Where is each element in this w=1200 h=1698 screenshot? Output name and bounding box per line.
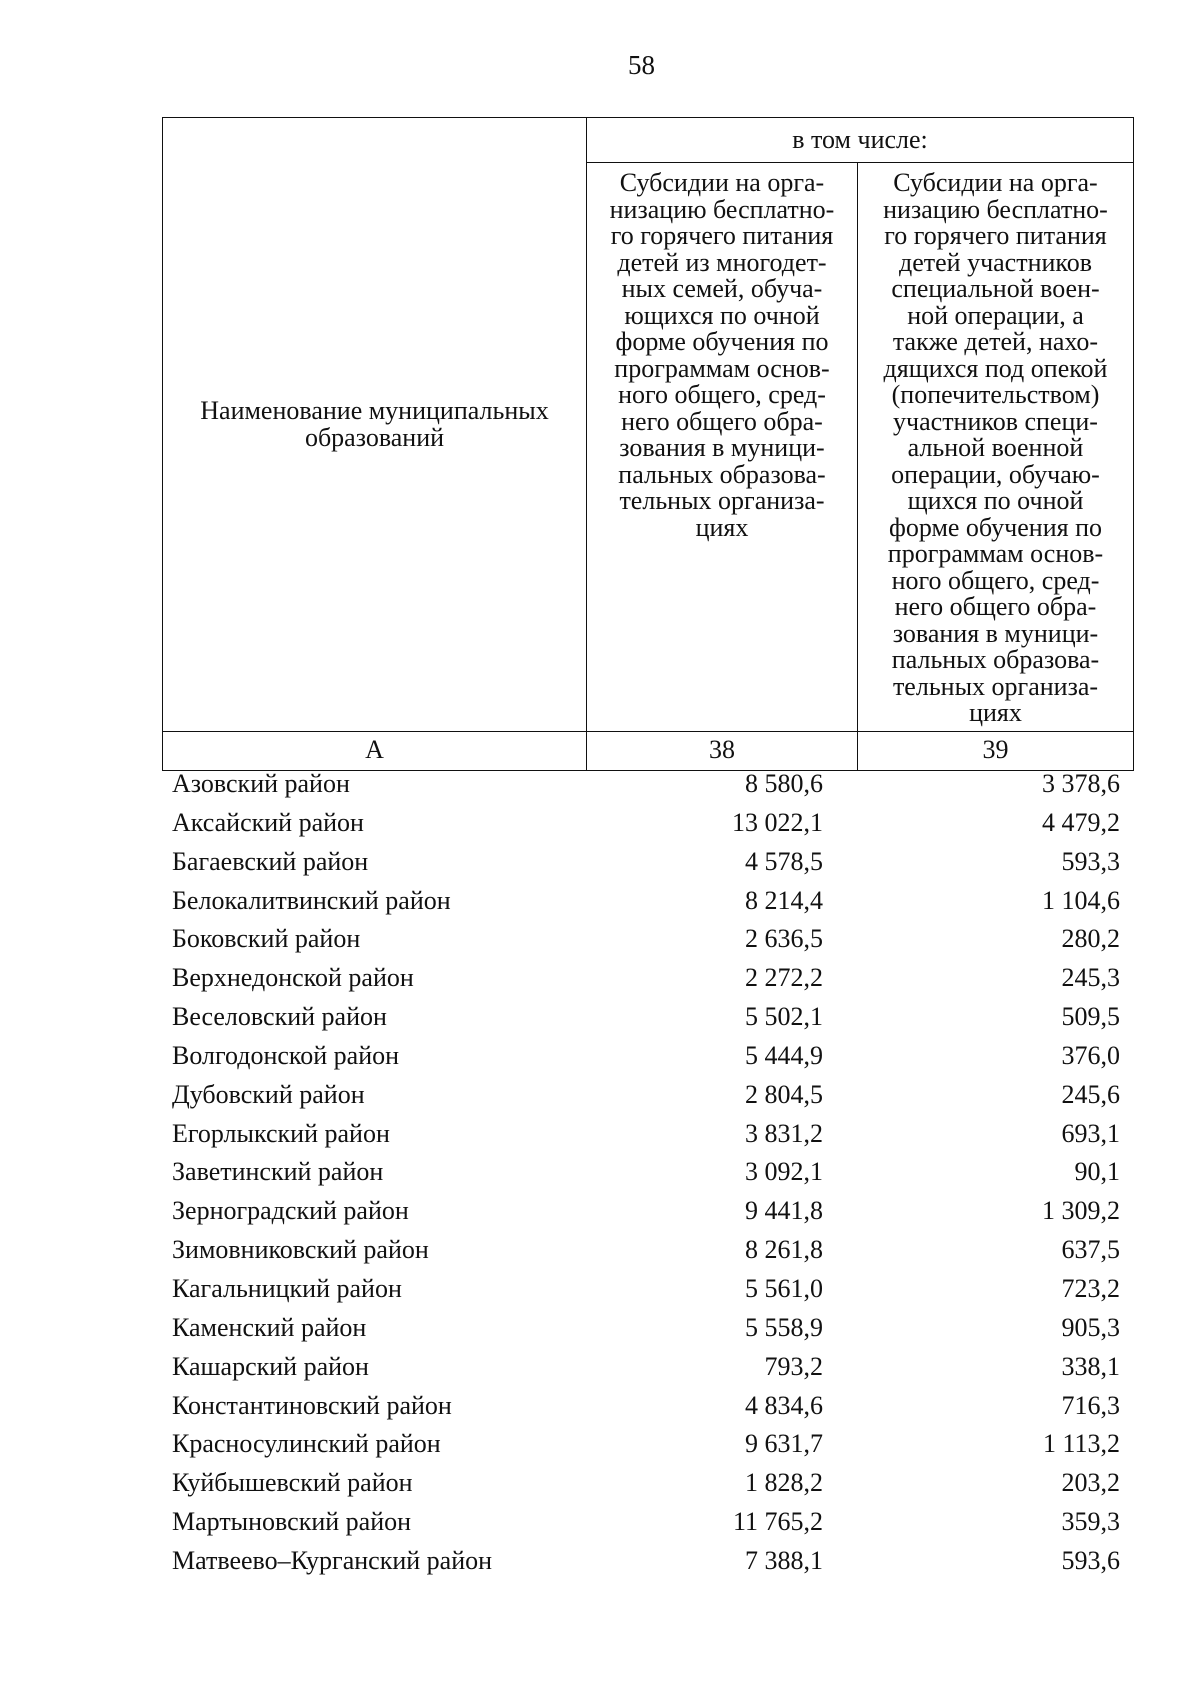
row-value-39: 509,5: [1061, 1002, 1120, 1032]
row-district-name: Зерноградский район: [172, 1196, 409, 1226]
row-value-39: 3 378,6: [1042, 769, 1120, 798]
table-row: [172, 1464, 1132, 1503]
row-value-38: 9 441,8: [745, 1196, 823, 1226]
table-row: [172, 998, 1132, 1037]
table-row: [172, 959, 1132, 998]
row-value-39: 1 113,2: [1042, 1429, 1120, 1459]
row-value-38: 793,2: [764, 1351, 823, 1381]
row-district-name: Кагальницкий район: [172, 1273, 402, 1303]
row-district-name: Мартыновский район: [172, 1507, 412, 1537]
row-value-39: 4 479,2: [1042, 807, 1120, 837]
row-district-name: Веселовский район: [172, 1002, 387, 1032]
row-value-38: 2 804,5: [745, 1079, 823, 1109]
row-value-38: 5 444,9: [745, 1040, 823, 1070]
row-value-39: 716,3: [1061, 1390, 1120, 1420]
row-value-38: 13 022,1: [732, 807, 823, 837]
header-col-39: [858, 163, 1134, 732]
header-name-column: [163, 118, 587, 732]
header-num-a: А: [163, 731, 587, 770]
row-value-39: 593,3: [1061, 846, 1120, 876]
row-district-name: Каменский район: [172, 1312, 367, 1342]
header-col-38: [587, 163, 858, 732]
header-num-39: 39: [858, 731, 1134, 770]
row-district-name: Заветинский район: [172, 1157, 384, 1187]
row-value-39: 723,2: [1061, 1273, 1120, 1303]
table-row: [172, 1348, 1132, 1387]
row-value-39: 376,0: [1061, 1040, 1120, 1070]
row-district-name: Боковский район: [172, 924, 361, 954]
table-body: [172, 765, 1132, 1581]
row-value-38: 5 558,9: [745, 1312, 823, 1342]
row-district-name: Зимовниковский район: [172, 1235, 429, 1265]
row-value-38: 3 092,1: [745, 1157, 823, 1187]
table-row: [172, 1387, 1132, 1426]
row-district-name: Аксайский район: [172, 807, 364, 837]
table-row: [172, 1542, 1132, 1581]
table-row: [172, 1076, 1132, 1115]
header-group: в том числе:: [587, 118, 1134, 163]
row-value-38: 8 214,4: [745, 885, 823, 915]
table-row: [172, 1037, 1132, 1076]
row-value-38: 5 502,1: [745, 1002, 823, 1032]
row-district-name: Багаевский район: [172, 846, 369, 876]
row-value-38: 2 636,5: [745, 924, 823, 954]
header-name-label: Наименование муниципальных образований: [200, 396, 549, 453]
header-col-38-label: Субсидии на орга- низацию бесплатно- го горячего питания детей из многодет- ных семей, обуча- ющихся по очной форме обучения по программам основ- ного общего, сред- него общего обра- зования в муници- пальных образова- тельных организа- циях: [609, 168, 835, 542]
table-row: [172, 1425, 1132, 1464]
row-value-38: 4 578,5: [745, 846, 823, 876]
page-number: 58: [628, 50, 655, 80]
row-district-name: Верхнедонской район: [172, 963, 414, 993]
row-district-name: Константиновский район: [172, 1390, 452, 1420]
row-value-39: 905,3: [1061, 1312, 1120, 1342]
row-district-name: Матвеево–Курганский район: [172, 1545, 493, 1575]
row-value-39: 245,3: [1061, 963, 1120, 993]
row-value-39: 245,6: [1061, 1079, 1120, 1109]
row-value-39: 1 104,6: [1042, 885, 1120, 915]
row-district-name: Кашарский район: [172, 1351, 369, 1381]
table-row: [172, 1192, 1132, 1231]
table-row: [172, 765, 1132, 804]
header-num-38: 38: [587, 731, 858, 770]
row-value-39: 280,2: [1061, 924, 1120, 954]
table-header: [162, 117, 1134, 771]
row-value-38: 11 765,2: [732, 1507, 823, 1537]
row-value-38: 7 388,1: [745, 1545, 823, 1575]
row-value-39: 338,1: [1061, 1351, 1120, 1381]
row-value-39: 90,1: [1074, 1157, 1120, 1187]
row-district-name: Красносулинский район: [172, 1429, 441, 1459]
row-value-38: 9 631,7: [745, 1429, 823, 1459]
row-value-39: 1 309,2: [1042, 1196, 1120, 1226]
row-value-38: 4 834,6: [745, 1390, 823, 1420]
row-value-38: 1 828,2: [745, 1468, 823, 1498]
table-row: [172, 804, 1132, 843]
header-col-39-label: Субсидии на орга- низацию бесплатно- го горячего питания детей участников специальной воен- ной операции, а также детей, нахо- дящихся под опекой (попечительством) участников специ- альной военной операции, обучаю- щихся по очной форме обучения по программам основ- ного общего, сред- него общего обра- зования в муници- пальных образова- тельных организа- циях: [883, 168, 1108, 727]
row-value-38: 2 272,2: [745, 963, 823, 993]
row-value-38: 3 831,2: [745, 1118, 823, 1148]
row-value-38: 5 561,0: [745, 1273, 823, 1303]
row-district-name: Дубовский район: [172, 1079, 365, 1109]
table-row: [172, 1503, 1132, 1542]
row-value-39: 693,1: [1061, 1118, 1120, 1148]
row-value-38: 8 580,6: [745, 769, 823, 798]
table-row: [172, 920, 1132, 959]
table-row: [172, 1231, 1132, 1270]
row-district-name: Егорлыкский район: [172, 1118, 390, 1148]
table-row: [172, 843, 1132, 882]
row-value-39: 203,2: [1061, 1468, 1120, 1498]
row-value-39: 637,5: [1061, 1235, 1120, 1265]
table-row: [172, 1270, 1132, 1309]
row-value-39: 593,6: [1061, 1545, 1120, 1575]
table-row: [172, 1115, 1132, 1154]
row-district-name: Азовский район: [172, 769, 350, 798]
table-row: [172, 1309, 1132, 1348]
table-row: [172, 1153, 1132, 1192]
row-value-39: 359,3: [1061, 1507, 1120, 1537]
row-district-name: Куйбышевский район: [172, 1468, 413, 1498]
row-district-name: Белокалитвинский район: [172, 885, 451, 915]
row-district-name: Волгодонской район: [172, 1040, 400, 1070]
table-row: [172, 882, 1132, 921]
row-value-38: 8 261,8: [745, 1235, 823, 1265]
